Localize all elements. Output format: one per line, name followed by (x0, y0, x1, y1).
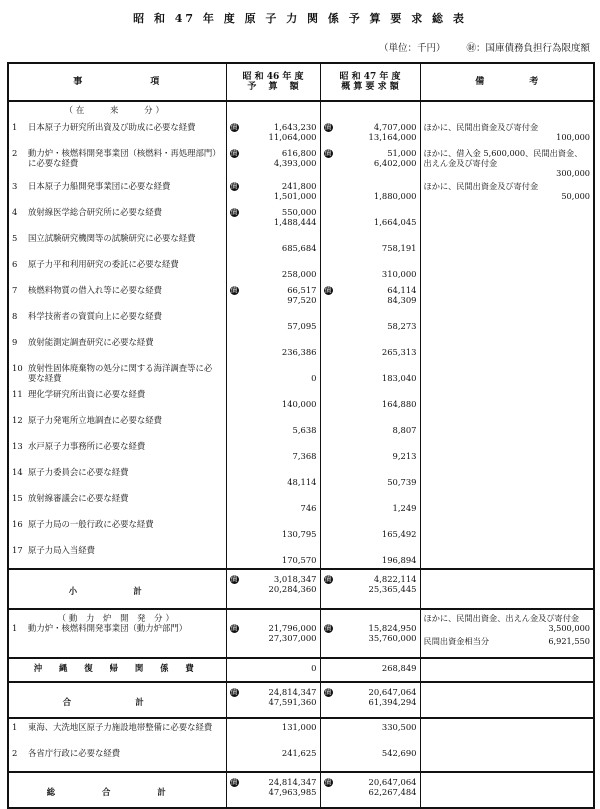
note-cell (420, 119, 594, 145)
okinawa-label: 沖 縄 復 帰 関 係 費 (8, 658, 226, 682)
note-cell (420, 516, 594, 542)
item-label: 放射能測定調査研究に必要な経費 (28, 337, 154, 347)
kokko-mark-icon: 債 (230, 182, 238, 190)
kokko-mark-icon: 債 (230, 123, 238, 131)
s47-cell (320, 412, 420, 438)
budget-amount: 61,394,294 (368, 697, 417, 707)
kokko-mark-icon: 債 (230, 624, 238, 632)
dev-s47 (320, 609, 420, 658)
item-number: 9 (12, 337, 18, 347)
grand-total-row-label: 総 合 計 (8, 772, 226, 808)
s47-cell (320, 119, 420, 145)
note-cell (420, 718, 594, 745)
note-cell (420, 256, 594, 282)
budget-amount: 1,249 (392, 503, 417, 513)
table-row (8, 464, 594, 490)
budget-amount: 1,501,000 (273, 191, 317, 201)
kokko-mark-icon: 債 (324, 778, 332, 786)
item-label: 放射性固体廃棄物の処分に関する海洋調査等に必要な経費 (28, 363, 213, 383)
s46-cell (226, 282, 320, 308)
item-cell (8, 438, 226, 464)
table-row (8, 308, 594, 334)
budget-amount: 7,368 (292, 451, 317, 461)
grand-total-row-s47 (320, 772, 420, 808)
table-row (8, 145, 594, 178)
note-cell (420, 542, 594, 569)
s46-cell: 241,625 (226, 745, 320, 772)
item-label: 動力炉・核燃料開発事業団（核燃料・再処理部門）に必要な経費 (28, 148, 217, 168)
s46-cell (226, 256, 320, 282)
s47-cell (320, 308, 420, 334)
item-cell (8, 745, 226, 772)
note-amount: 100,000 (556, 132, 590, 142)
debt-limit-amount: 64,114 (387, 285, 417, 295)
debt-limit-amount: 51,000 (387, 148, 417, 158)
item-number: 2 (12, 148, 18, 158)
note-cell (420, 745, 594, 772)
item-cell (8, 386, 226, 412)
item-cell (8, 718, 226, 745)
dev-item-cell (8, 609, 226, 658)
header-s47: 昭 和 47 年 度 概 算 要 求 額 (320, 63, 420, 101)
budget-amount: 196,894 (381, 555, 417, 565)
s46-cell (226, 204, 320, 230)
extra-row (8, 718, 594, 745)
item-cell (8, 119, 226, 145)
note-text: ほかに、民間出資金、出えん金及び寄付金 (423, 613, 580, 623)
spacer (230, 519, 317, 529)
note-amount: 3,500,000 (548, 623, 590, 633)
note-cell (420, 282, 594, 308)
spacer (230, 363, 317, 373)
grand-total-row-s46 (226, 772, 320, 808)
okinawa-s47: 268,849 (320, 658, 420, 682)
kokko-mark-icon: 債 (324, 688, 332, 696)
item-number: 7 (12, 285, 18, 295)
note-cell (420, 334, 594, 360)
item-number: 16 (12, 519, 23, 529)
header-row (8, 63, 594, 101)
extra-row (8, 745, 594, 772)
budget-amount: 746 (300, 503, 317, 513)
debt-limit-amount: 20,647,064 (368, 687, 417, 697)
item-cell (8, 542, 226, 569)
item-label: 放射線医学総合研究所に必要な経費 (28, 207, 162, 217)
spacer (324, 259, 417, 269)
item-cell (8, 282, 226, 308)
budget-amount: 265,313 (381, 347, 417, 357)
section-zaisei: （在 来 分） (8, 101, 226, 119)
s47-cell (320, 145, 420, 178)
unit-label: （単位：千円） (378, 43, 446, 54)
item-label: 原子力発電所立地調査に必要な経費 (28, 415, 162, 425)
mark-legend: ㊖：国庫債務負担行為限度額 (466, 43, 590, 54)
item-number: 1 (12, 122, 18, 132)
debt-limit-amount: 550,000 (281, 207, 317, 217)
item-number: 10 (12, 363, 23, 373)
spacer (324, 207, 417, 217)
item-label: 水戸原子力事務所に必要な経費 (28, 441, 146, 451)
kokko-mark-icon: 債 (324, 149, 332, 157)
spacer (324, 493, 417, 503)
budget-amount: 62,267,484 (368, 787, 417, 797)
budget-amount: 140,000 (281, 399, 317, 409)
unit-line (379, 40, 590, 54)
item-cell (8, 230, 226, 256)
dev-row (8, 609, 594, 658)
header-s46: 昭 和 46 年 度 予 算 額 (226, 63, 320, 101)
budget-amount: 58,273 (387, 321, 417, 331)
s47-cell: 542,690 (320, 745, 420, 772)
item-number: 8 (12, 311, 18, 321)
kokko-mark-icon: 債 (230, 575, 238, 583)
spacer (324, 519, 417, 529)
budget-amount: 27,307,000 (268, 633, 317, 643)
table-row (8, 282, 594, 308)
budget-amount: 97,520 (287, 295, 317, 305)
note-text: 民間出資金相当分 (423, 636, 490, 646)
item-label: 原子力委員会に必要な経費 (28, 467, 129, 477)
table-row (8, 119, 594, 145)
grand-total-row-note (420, 772, 594, 808)
item-cell (8, 334, 226, 360)
kokko-mark-icon: 債 (230, 286, 238, 294)
spacer (230, 545, 317, 555)
note-cell (420, 204, 594, 230)
item-cell (8, 204, 226, 230)
table-row (8, 204, 594, 230)
spacer (230, 311, 317, 321)
spacer (324, 233, 417, 243)
kokko-mark-icon: 債 (324, 575, 332, 583)
budget-amount: 6,402,000 (373, 158, 417, 168)
spacer (230, 493, 317, 503)
total-row-label: 合 計 (8, 682, 226, 718)
header-item: 事 項 (8, 63, 226, 101)
note-cell (420, 230, 594, 256)
total-row-s46 (226, 682, 320, 718)
budget-amount: 5,638 (292, 425, 317, 435)
budget-amount: 1,664,045 (373, 217, 417, 227)
s46-cell (226, 119, 320, 145)
item-label: 科学技術者の資質向上に必要な経費 (28, 311, 162, 321)
table-row (8, 360, 594, 386)
item-cell (8, 516, 226, 542)
table-row (8, 178, 594, 204)
note-cell (420, 386, 594, 412)
s46-cell: 131,000 (226, 718, 320, 745)
item-label: 動力炉・核燃料開発事業団（動力炉部門） (28, 623, 188, 633)
kokko-mark-icon: 債 (230, 208, 238, 216)
spacer (324, 363, 417, 373)
s47-cell: 330,500 (320, 718, 420, 745)
s47-cell (320, 360, 420, 386)
item-number: 11 (12, 389, 23, 399)
item-label: 原子力局の一般行政に必要な経費 (28, 519, 154, 529)
budget-amount: 11,064,000 (268, 132, 317, 142)
debt-limit-amount: 4,822,114 (373, 574, 417, 584)
total-row-note (420, 682, 594, 718)
header-note: 備 考 (420, 63, 594, 101)
debt-limit-amount: 66,517 (287, 285, 317, 295)
debt-limit-amount: 24,814,347 (268, 687, 317, 697)
debt-limit-amount: 3,018,347 (273, 574, 317, 584)
item-label: 原子力局入当経費 (28, 545, 95, 555)
item-label: 日本原子力研究所出資及び助成に必要な経費 (28, 122, 196, 132)
debt-limit-amount: 15,824,950 (368, 623, 417, 633)
okinawa-row (8, 658, 594, 682)
item-number: 17 (12, 545, 23, 555)
item-cell (8, 145, 226, 178)
budget-amount: 130,795 (281, 529, 317, 539)
kokko-mark-icon: 債 (230, 149, 238, 157)
note-amount: 50,000 (561, 191, 590, 201)
item-cell (8, 490, 226, 516)
s47-cell (320, 178, 420, 204)
item-cell (8, 412, 226, 438)
budget-amount: 4,393,000 (273, 158, 317, 168)
item-number: 2 (12, 748, 18, 758)
item-number: 6 (12, 259, 18, 269)
s46-cell (226, 438, 320, 464)
debt-limit-amount: 21,796,000 (268, 623, 317, 633)
budget-amount: 25,365,445 (368, 584, 417, 594)
debt-limit-amount: 4,707,000 (373, 122, 417, 132)
budget-amount: 758,191 (381, 243, 417, 253)
kokko-mark-icon: 債 (230, 778, 238, 786)
s47-cell (320, 204, 420, 230)
s46-cell (226, 230, 320, 256)
note-cell (420, 360, 594, 386)
table-row (8, 542, 594, 569)
section-dev: （動 力 炉 開 発 分） (57, 613, 177, 623)
note-cell (420, 490, 594, 516)
table-row (8, 516, 594, 542)
spacer (230, 415, 317, 425)
item-label: 核燃料物質の借入れ等に必要な経費 (28, 285, 162, 295)
item-number: 4 (12, 207, 18, 217)
item-number: 5 (12, 233, 18, 243)
s46-cell (226, 308, 320, 334)
s47-cell (320, 282, 420, 308)
s46-cell (226, 516, 320, 542)
budget-amount: 57,095 (287, 321, 317, 331)
s47-cell (320, 542, 420, 569)
budget-amount: 35,760,000 (368, 633, 417, 643)
budget-amount: 183,040 (381, 373, 417, 383)
table-row (8, 438, 594, 464)
budget-amount: 310,000 (381, 269, 417, 279)
okinawa-note (420, 658, 594, 682)
debt-limit-amount: 616,800 (281, 148, 317, 158)
subtotal-row-s47 (320, 569, 420, 609)
table-row (8, 490, 594, 516)
spacer (230, 259, 317, 269)
budget-amount: 258,000 (281, 269, 317, 279)
dev-s46 (226, 609, 320, 658)
item-number: 15 (12, 493, 23, 503)
table-row (8, 334, 594, 360)
subtotal-row-label: 小 計 (8, 569, 226, 609)
budget-table (7, 62, 595, 809)
budget-amount: 1,488,444 (273, 217, 317, 227)
s46-cell (226, 360, 320, 386)
s46-cell (226, 386, 320, 412)
s46-cell (226, 464, 320, 490)
kokko-mark-icon: 債 (324, 624, 332, 632)
item-number: 13 (12, 441, 23, 451)
spacer (324, 441, 417, 451)
s46-cell (226, 178, 320, 204)
note-line-2 (424, 636, 591, 646)
note-cell (420, 412, 594, 438)
budget-amount: 236,386 (281, 347, 317, 357)
item-label: 各省庁行政に必要な経費 (28, 748, 121, 758)
budget-amount: 1,880,000 (373, 191, 417, 201)
item-cell (8, 360, 226, 386)
page-title: 昭 和 47 年 度 原 子 力 関 係 予 算 要 求 総 表 (133, 12, 467, 25)
item-number: 1 (12, 623, 18, 633)
s46-cell (226, 334, 320, 360)
table-row (8, 412, 594, 438)
debt-limit-amount: 1,643,230 (273, 122, 317, 132)
s46-cell (226, 542, 320, 569)
item-number: 14 (12, 467, 23, 477)
spacer (324, 467, 417, 477)
note-cell (420, 438, 594, 464)
budget-amount: 170,570 (281, 555, 317, 565)
table-row (8, 230, 594, 256)
item-label: 理化学研究所出資に必要な経費 (28, 389, 146, 399)
note-amount: 300,000 (556, 168, 590, 178)
item-number: 12 (12, 415, 23, 425)
spacer (324, 545, 417, 555)
grand-total-row (8, 772, 594, 808)
note-text: ほかに、借入金 5,600,000、民間出資金、出えん金及び寄付金 (423, 148, 583, 168)
budget-amount: 47,963,985 (268, 787, 317, 797)
spacer (230, 389, 317, 399)
budget-amount: 0 (311, 373, 317, 383)
note-cell (420, 464, 594, 490)
s47-cell (320, 256, 420, 282)
okinawa-s46: 0 (226, 658, 320, 682)
table-row (8, 386, 594, 412)
kokko-mark-icon: 債 (324, 286, 332, 294)
subtotal-row-s46 (226, 569, 320, 609)
spacer (230, 441, 317, 451)
note-text: ほかに、民間出資金及び寄付金 (423, 181, 539, 191)
note-cell (420, 308, 594, 334)
spacer (230, 233, 317, 243)
note-text: ほかに、民間出資金及び寄付金 (423, 122, 539, 132)
debt-limit-amount: 241,800 (281, 181, 317, 191)
kokko-mark-icon: 債 (230, 688, 238, 696)
item-label: 東海、大洗地区原子力施設地帯整備に必要な経費 (28, 722, 213, 732)
debt-limit-amount: 20,647,064 (368, 777, 417, 787)
note-cell (420, 145, 594, 178)
budget-amount: 165,492 (381, 529, 417, 539)
item-number: 1 (12, 722, 18, 732)
budget-amount: 47,591,360 (268, 697, 317, 707)
debt-limit-amount: 24,814,347 (268, 777, 317, 787)
s46-cell (226, 145, 320, 178)
budget-amount: 13,164,000 (368, 132, 417, 142)
item-number: 3 (12, 181, 18, 191)
budget-amount: 20,284,360 (268, 584, 317, 594)
budget-amount: 48,114 (287, 477, 317, 487)
spacer (324, 389, 417, 399)
s46-cell (226, 490, 320, 516)
subtotal-row-note (420, 569, 594, 609)
item-cell (8, 308, 226, 334)
item-cell (8, 178, 226, 204)
total-row-s47 (320, 682, 420, 718)
item-label: 日本原子力船開発事業団に必要な経費 (28, 181, 171, 191)
s47-cell (320, 464, 420, 490)
budget-amount: 50,739 (387, 477, 417, 487)
section-row (8, 101, 594, 119)
budget-amount: 84,309 (387, 295, 417, 305)
note-cell (420, 178, 594, 204)
item-label: 放射線審議会に必要な経費 (28, 493, 129, 503)
spacer (324, 181, 417, 191)
spacer (324, 311, 417, 321)
item-cell (8, 464, 226, 490)
s46-cell (226, 412, 320, 438)
dev-note-cell (420, 609, 594, 658)
item-label: 原子力平和利用研究の委託に必要な経費 (28, 259, 179, 269)
s47-cell (320, 516, 420, 542)
subtotal-row (8, 569, 594, 609)
s47-cell (320, 230, 420, 256)
table-row (8, 256, 594, 282)
spacer (324, 415, 417, 425)
s47-cell (320, 438, 420, 464)
budget-amount: 8,807 (392, 425, 417, 435)
kokko-mark-icon: 債 (324, 123, 332, 131)
s47-cell (320, 490, 420, 516)
spacer (230, 337, 317, 347)
budget-amount: 9,213 (392, 451, 417, 461)
s47-cell (320, 386, 420, 412)
note-amount: 6,921,550 (548, 636, 590, 646)
budget-amount: 685,684 (281, 243, 317, 253)
spacer (324, 337, 417, 347)
item-cell (8, 256, 226, 282)
total-row (8, 682, 594, 718)
s47-cell (320, 334, 420, 360)
budget-amount: 164,880 (381, 399, 417, 409)
item-label: 国立試験研究機関等の試験研究に必要な経費 (28, 233, 196, 243)
spacer (230, 467, 317, 477)
